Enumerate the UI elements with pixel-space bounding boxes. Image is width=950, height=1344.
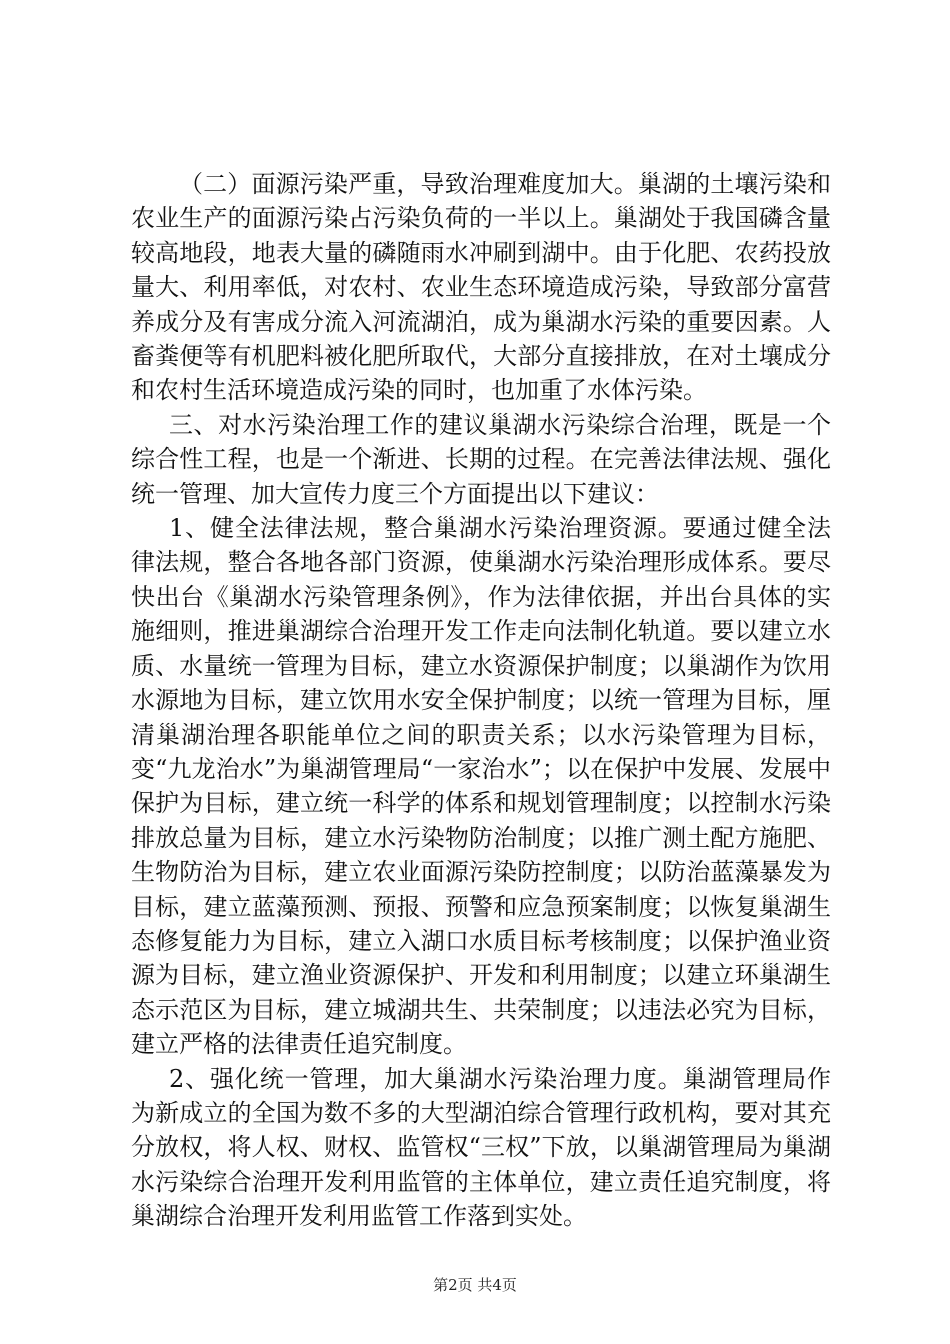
paragraph-unified-management: 2、强化统一管理，加大巢湖水污染治理力度。巢湖管理局作为新成立的全国为数不多的大型湖泊综合管理行政机构，要对其充分放权，将人权、财权、监管权“三权”下放，以巢湖管理局为巢湖水污染综合治理开发利用监管的主体单位，建立责任追究制度，将巢湖综合治理开发利用监管工作落到实处。 <box>131 1064 831 1231</box>
document-body <box>131 167 831 1234</box>
paragraph-legal-framework: 1、健全法律法规，整合巢湖水污染治理资源。要通过健全法律法规，整合各地各部门资源，使巢湖水污染治理形成体系。要尽快出台《巢湖水污染管理条例》，作为法律依据，并出台具体的实施细则，推进巢湖综合治理开发工作走向法制化轨道。要以建立水质、水量统一管理为目标，建立水资源保护制度；以巢湖作为饮用水源地为目标，建立饮用水安全保护制度；以统一管理为目标，厘清巢湖治理各职能单位之间的职责关系；以水污染管理为目标，变“九龙治水”为巢湖管理局“一家治水”；以在保护中发展、发展中保护为目标，建立统一科学的体系和规划管理制度；以控制水污染排放总量为目标，建立水污染物防治制度；以推广测土配方施肥、生物防治为目标，建立农业面源污染防控制度；以防治蓝藻暴发为目标，建立蓝藻预测、预报、预警和应急预案制度；以恢复巢湖生态修复能力为目标，建立入湖口水质目标考核制度；以保护渔业资源为目标，建立渔业资源保护、开发和利用制度；以建立环巢湖生态示范区为目标，建立城湖共生、共荣制度；以违法必究为目标，建立严格的法律责任追究制度。 <box>131 514 831 1059</box>
page-number-footer: 第2页 共4页 <box>433 1276 517 1294</box>
paragraph-suggestions-intro: 三、对水污染治理工作的建议巢湖水污染综合治理，既是一个综合性工程，也是一个渐进、长期的过程。在完善法律法规、强化统一管理、加大宣传力度三个方面提出以下建议： <box>131 410 831 508</box>
paragraph-nonpoint-pollution: （二）面源污染严重，导致治理难度加大。巢湖的土壤污染和农业生产的面源污染占污染负荷的一半以上。巢湖处于我国磷含量较高地段，地表大量的磷随雨水冲刷到湖中。由于化肥、农药投放量大、利用率低，对农村、农业生态环境造成污染，导致部分富营养成分及有害成分流入河流湖泊，成为巢湖水污染的重要因素。人畜粪便等有机肥料被化肥所取代，大部分直接排放，在对土壤成分和农村生活环境造成污染的同时，也加重了水体污染。 <box>131 170 831 405</box>
